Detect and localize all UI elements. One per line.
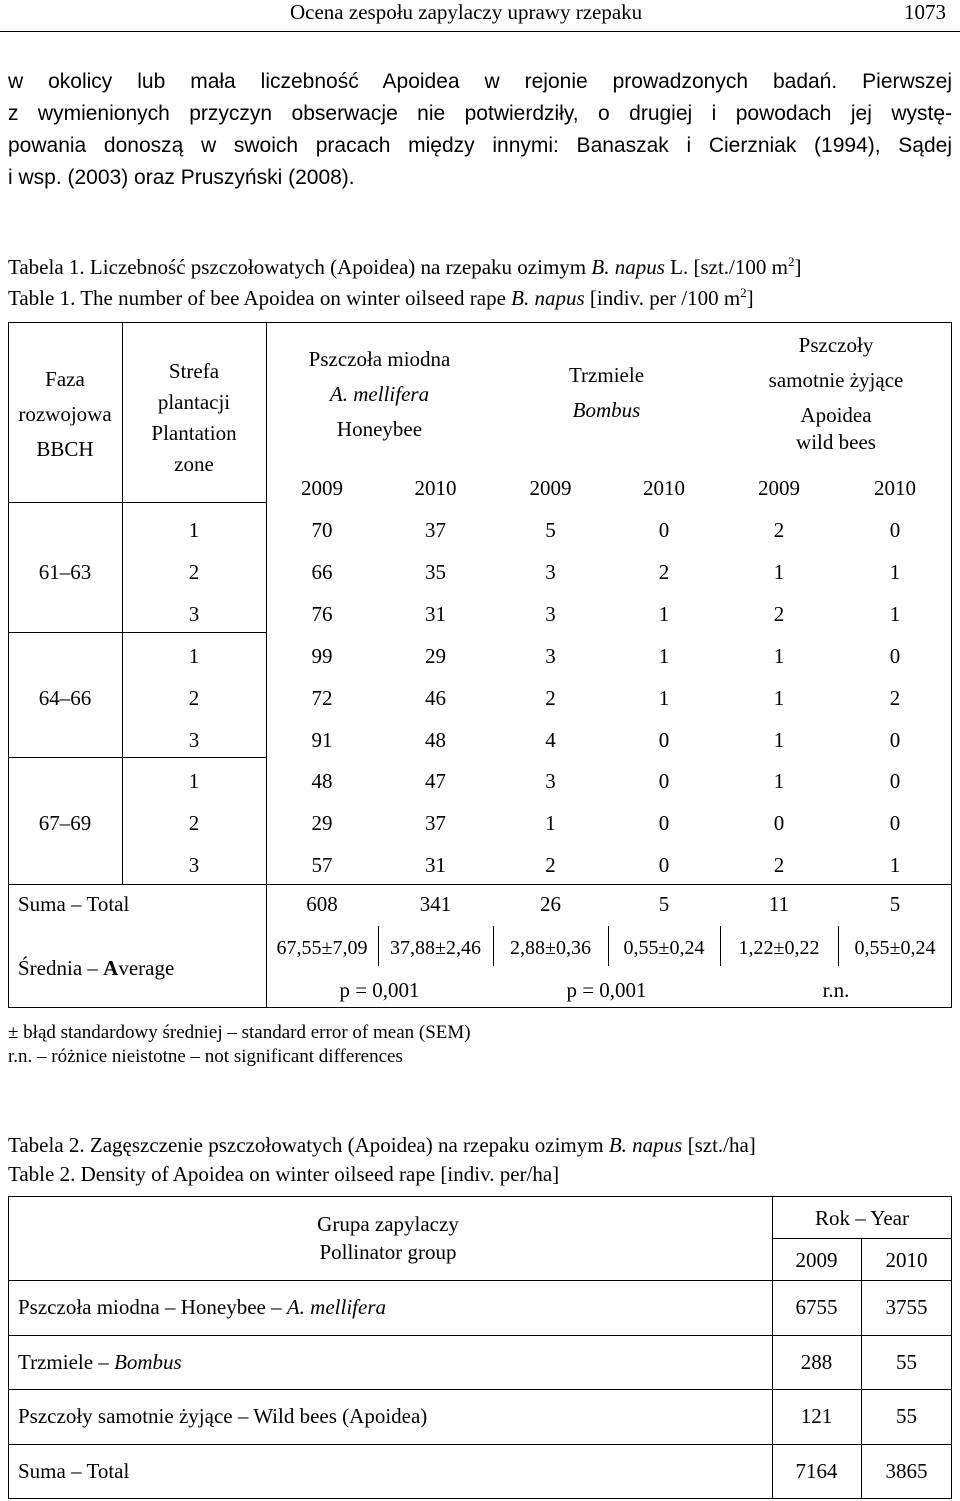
caption-text: Table 1. The number of bee Apoidea on winter oilseed rape bbox=[8, 286, 512, 310]
cell-honeybee-2009: 99 bbox=[311, 644, 333, 668]
rule bbox=[8, 884, 952, 885]
mean-bumblebee-2009: 2,88±0,36 bbox=[510, 937, 591, 959]
header-text: wild bees bbox=[796, 430, 876, 454]
year-2010: 2010 bbox=[885, 1248, 928, 1272]
mean-wild-2010: 0,55±0,24 bbox=[854, 937, 936, 959]
cell-wild-2010: 1 bbox=[889, 602, 901, 626]
cell-bumblebee-2009: 3 bbox=[545, 560, 556, 584]
caption-text: [szt./ha] bbox=[682, 1133, 756, 1157]
header-pollinator-group bbox=[288, 1210, 488, 1266]
header-text: samotnie żyjące bbox=[768, 368, 904, 392]
value-2010: 3755 bbox=[885, 1295, 928, 1319]
group-label bbox=[18, 1293, 386, 1321]
group-label-text: Trzmiele – bbox=[18, 1350, 115, 1374]
table-1 bbox=[8, 322, 952, 1008]
year-2010: 2010 bbox=[643, 476, 685, 500]
cell-honeybee-2009: 66 bbox=[311, 560, 333, 584]
cell-wild-2009: 1 bbox=[773, 686, 785, 710]
header-text: Strefa bbox=[168, 359, 220, 383]
header-text: Plantation bbox=[151, 421, 237, 445]
cell-honeybee-2010: 37 bbox=[425, 811, 446, 835]
header-text: Honeybee bbox=[336, 417, 423, 441]
header-text: Grupa zapylaczy bbox=[317, 1212, 459, 1236]
cell-honeybee-2010: 35 bbox=[425, 560, 446, 584]
cell-wild-2009: 2 bbox=[773, 602, 785, 626]
header-latin: Bombus bbox=[572, 398, 641, 422]
rule bbox=[8, 1444, 952, 1445]
phase-cell: 67–69 bbox=[38, 811, 92, 835]
total-wild-2009: 11 bbox=[768, 892, 790, 916]
caption-text: Tabela 1. Liczebność pszczołowatych (Apoidea) na rzepaku ozimym bbox=[8, 255, 592, 279]
cell-bumblebee-2009: 3 bbox=[545, 644, 556, 668]
cell-bumblebee-2010: 1 bbox=[658, 602, 670, 626]
mean-honeybee-2010: 37,88±2,46 bbox=[390, 937, 481, 959]
value-2009: 121 bbox=[800, 1404, 833, 1428]
caption-text: L. [szt./100 m bbox=[664, 255, 788, 279]
running-title: Ocena zespołu zapylaczy uprawy rzepaku bbox=[290, 0, 643, 24]
cell-honeybee-2010: 48 bbox=[425, 728, 446, 752]
paragraph-line: z wymienionych przyczyn obserwacje nie potwierdziły, o drugiej i powodach jej wystę- bbox=[8, 102, 952, 125]
caption-text: Tabela 2. Zagęszczenie pszczołowatych (Apoidea) na rzepaku ozimym bbox=[8, 1133, 609, 1157]
cell-zone: 2 bbox=[188, 686, 200, 710]
cell-zone: 3 bbox=[188, 728, 200, 752]
group-label-latin: A. mellifera bbox=[286, 1295, 386, 1319]
header-phase bbox=[8, 362, 122, 467]
cell-bumblebee-2010: 1 bbox=[658, 686, 670, 710]
rule bbox=[8, 322, 952, 323]
value-2009: 288 bbox=[800, 1350, 833, 1374]
header-text: Trzmiele bbox=[568, 363, 645, 387]
rule bbox=[8, 1498, 952, 1499]
header-text: Faza bbox=[45, 367, 85, 391]
cell-wild-2010: 0 bbox=[889, 728, 901, 752]
cell-honeybee-2010: 29 bbox=[425, 644, 446, 668]
cell-honeybee-2010: 31 bbox=[425, 602, 446, 626]
cell-wild-2009: 2 bbox=[773, 853, 785, 877]
group-label bbox=[18, 1402, 427, 1430]
total-honeybee-2010: 341 bbox=[419, 892, 452, 916]
cell-bumblebee-2010: 0 bbox=[658, 518, 670, 542]
header-year: Rok – Year bbox=[815, 1206, 909, 1230]
total-bumblebee-2010: 5 bbox=[658, 892, 670, 916]
caption-text: ] bbox=[794, 255, 802, 279]
table1-note-rn: r.n. – różnice nieistotne – not significant differences bbox=[8, 1046, 403, 1067]
cell-honeybee-2010: 47 bbox=[425, 769, 446, 793]
running-header bbox=[0, 0, 960, 32]
cell-honeybee-2010: 37 bbox=[425, 518, 446, 542]
caption-genus: B. napus bbox=[608, 1133, 683, 1157]
phase-cell: 61–63 bbox=[38, 560, 92, 584]
header-text: Pollinator group bbox=[319, 1240, 457, 1264]
cell-honeybee-2010: 46 bbox=[425, 686, 446, 710]
cell-wild-2009: 1 bbox=[773, 728, 785, 752]
cell-honeybee-2009: 91 bbox=[311, 728, 333, 752]
rule bbox=[8, 1196, 952, 1197]
mean-bumblebee-2010: 0,55±0,24 bbox=[623, 937, 705, 959]
cell-bumblebee-2010: 0 bbox=[658, 853, 670, 877]
cell-wild-2009: 2 bbox=[773, 518, 785, 542]
cell-wild-2009: 1 bbox=[773, 644, 785, 668]
cell-bumblebee-2010: 0 bbox=[658, 769, 670, 793]
caption-genus: B. napus bbox=[511, 286, 585, 310]
rule bbox=[772, 1238, 952, 1239]
header-text: plantacji bbox=[157, 390, 231, 414]
group-label-text: Suma – Total bbox=[18, 1459, 130, 1483]
cell-bumblebee-2010: 2 bbox=[658, 560, 670, 584]
cell-wild-2010: 1 bbox=[889, 853, 901, 877]
cell-bumblebee-2009: 5 bbox=[545, 518, 556, 542]
header-bumblebee bbox=[493, 358, 720, 428]
mean-wild-2009: 1,22±0,22 bbox=[738, 937, 820, 959]
cell-wild-2010: 0 bbox=[889, 518, 901, 542]
cell-honeybee-2010: 31 bbox=[425, 853, 446, 877]
cell-bumblebee-2010: 0 bbox=[658, 811, 670, 835]
cell-zone: 2 bbox=[188, 560, 200, 584]
cell-zone: 1 bbox=[188, 644, 200, 668]
year-2009: 2009 bbox=[529, 476, 572, 500]
average-label bbox=[18, 954, 174, 982]
group-label-latin: Bombus bbox=[114, 1350, 182, 1374]
value-2010: 55 bbox=[896, 1350, 917, 1374]
caption-text: [indiv. per /100 m bbox=[584, 286, 741, 310]
header-zone bbox=[122, 356, 266, 480]
cell-bumblebee-2010: 0 bbox=[658, 728, 670, 752]
rule bbox=[8, 757, 266, 758]
header-latin: A. mellifera bbox=[329, 382, 430, 406]
header-text: rozwojowa bbox=[18, 402, 112, 426]
cell-bumblebee-2009: 1 bbox=[545, 811, 556, 835]
value-2010: 3865 bbox=[885, 1459, 928, 1483]
rule bbox=[8, 502, 266, 503]
table2-caption-pl bbox=[8, 1131, 952, 1159]
year-2009: 2009 bbox=[795, 1248, 838, 1272]
header-text: Pszczoła miodna bbox=[308, 347, 451, 371]
year-2010: 2010 bbox=[874, 476, 916, 500]
significance-wild: r.n. bbox=[822, 978, 850, 1002]
cell-zone: 3 bbox=[188, 853, 200, 877]
value-2009: 7164 bbox=[795, 1459, 838, 1483]
cell-bumblebee-2009: 2 bbox=[545, 853, 556, 877]
significance-bumblebee: p = 0,001 bbox=[566, 978, 647, 1002]
cell-bumblebee-2010: 1 bbox=[658, 644, 670, 668]
paragraph-line: powania donoszą w swoich pracach między innymi: Banaszak i Cierzniak (1994), Sądej bbox=[8, 134, 952, 157]
group-label bbox=[18, 1457, 129, 1485]
year-2009: 2009 bbox=[758, 476, 800, 500]
cell-honeybee-2009: 29 bbox=[311, 811, 333, 835]
cell-honeybee-2009: 76 bbox=[311, 602, 333, 626]
body-paragraph bbox=[8, 66, 952, 194]
caption-text: ] bbox=[746, 286, 754, 310]
cell-wild-2009: 1 bbox=[773, 769, 785, 793]
cell-bumblebee-2009: 3 bbox=[545, 602, 556, 626]
caption-sup: 2 bbox=[787, 254, 795, 269]
cell-wild-2010: 2 bbox=[889, 686, 901, 710]
table1-caption-en bbox=[8, 284, 952, 312]
header-text: BBCH bbox=[36, 437, 94, 461]
cell-honeybee-2009: 70 bbox=[311, 518, 333, 542]
year-2010: 2010 bbox=[414, 476, 457, 500]
cell-bumblebee-2009: 4 bbox=[545, 728, 556, 752]
average-label-pl: Średnia – bbox=[18, 956, 104, 980]
caption-sup: 2 bbox=[740, 285, 747, 300]
rule bbox=[8, 1389, 952, 1390]
cell-honeybee-2009: 48 bbox=[311, 769, 333, 793]
header-wild-bees bbox=[720, 328, 952, 460]
cell-wild-2010: 0 bbox=[889, 811, 901, 835]
total-label: Suma – Total bbox=[18, 892, 130, 916]
cell-zone: 1 bbox=[188, 769, 200, 793]
average-label-en: A bbox=[103, 956, 119, 980]
total-honeybee-2009: 608 bbox=[306, 892, 338, 916]
cell-wild-2010: 1 bbox=[889, 560, 901, 584]
significance-honeybee: p = 0,001 bbox=[339, 978, 420, 1002]
group-label-text: Pszczoła miodna – Honeybee – bbox=[18, 1295, 287, 1319]
value-2010: 55 bbox=[896, 1404, 917, 1428]
rule bbox=[8, 1335, 952, 1336]
group-label bbox=[18, 1348, 182, 1376]
table1-note-sem: ± błąd standardowy średniej – standard error of mean (SEM) bbox=[8, 1022, 471, 1043]
paragraph-line: w okolicy lub mała liczebność Apoidea w rejonie prowadzonych badań. Pierwszej bbox=[8, 70, 952, 93]
table1-caption-pl bbox=[8, 253, 952, 281]
year-2009: 2009 bbox=[301, 476, 343, 500]
rule bbox=[8, 1280, 952, 1281]
cell-bumblebee-2009: 3 bbox=[545, 769, 556, 793]
caption-genus: B. napus bbox=[591, 255, 665, 279]
total-wild-2010: 5 bbox=[889, 892, 901, 916]
cell-honeybee-2009: 72 bbox=[311, 686, 333, 710]
mean-honeybee-2009: 67,55±7,09 bbox=[276, 937, 368, 959]
cell-wild-2009: 1 bbox=[773, 560, 785, 584]
rule bbox=[8, 632, 266, 633]
header-text: zone bbox=[174, 452, 214, 476]
rule bbox=[8, 1007, 952, 1008]
cell-wild-2010: 0 bbox=[889, 769, 901, 793]
paragraph-line: i wsp. (2003) oraz Pruszyński (2008). bbox=[8, 166, 355, 189]
cell-zone: 3 bbox=[188, 602, 200, 626]
rule bbox=[8, 1196, 9, 1499]
header-honeybee bbox=[266, 342, 493, 447]
header-text: Apoidea bbox=[800, 403, 872, 427]
cell-zone: 1 bbox=[188, 518, 200, 542]
page-number: 1073 bbox=[904, 0, 946, 24]
total-bumblebee-2009: 26 bbox=[540, 892, 561, 916]
cell-honeybee-2009: 57 bbox=[311, 853, 333, 877]
header-text: Pszczoły bbox=[798, 333, 874, 357]
table2-caption-en: Table 2. Density of Apoidea on winter oilseed rape [indiv. per/ha] bbox=[8, 1162, 560, 1186]
phase-cell: 64–66 bbox=[38, 686, 92, 710]
cell-zone: 2 bbox=[188, 811, 200, 835]
value-2009: 6755 bbox=[795, 1295, 838, 1319]
average-label-en: verage bbox=[118, 956, 175, 980]
cell-wild-2010: 0 bbox=[889, 644, 901, 668]
cell-wild-2009: 0 bbox=[773, 811, 785, 835]
cell-bumblebee-2009: 2 bbox=[545, 686, 556, 710]
table-2 bbox=[8, 1196, 952, 1499]
group-label-text: Pszczoły samotnie żyjące – Wild bees (Apoidea) bbox=[18, 1404, 428, 1428]
